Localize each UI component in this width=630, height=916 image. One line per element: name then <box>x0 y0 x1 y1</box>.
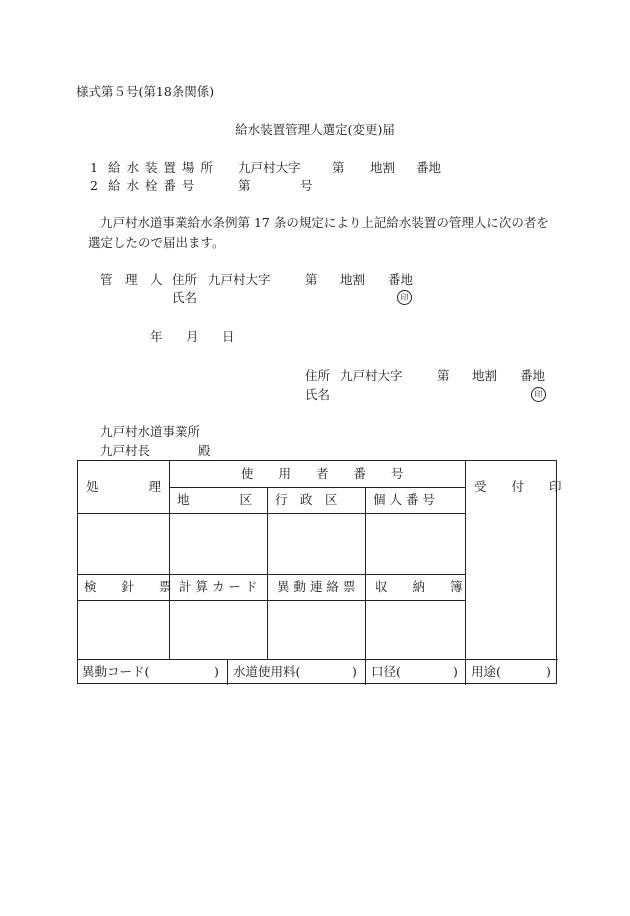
cell-kokei: 口径( <box>371 664 401 679</box>
table-line-h5 <box>78 659 558 660</box>
item-1-chiwari: 地割 <box>370 160 396 175</box>
item-1-banchi: 番地 <box>416 160 442 175</box>
table-line-h1 <box>169 487 465 488</box>
table-line-v1 <box>169 461 170 659</box>
item-1-number: 1 <box>90 160 98 175</box>
manager-name-label: 氏名 <box>172 290 198 305</box>
table-line-v2 <box>267 487 268 659</box>
cell-ido-code: 異動コード( <box>82 664 150 679</box>
applicant-address-label: 住所 <box>305 368 331 383</box>
table-line-v6 <box>365 659 366 685</box>
applicant-banchi: 番地 <box>520 368 546 383</box>
table-line-h4 <box>78 600 465 601</box>
cell-receipt-stamp: 受 付 印 <box>474 479 562 494</box>
cell-kenshin: 検 針 票 <box>84 579 172 594</box>
table-line-v4 <box>465 461 466 685</box>
cell-ido-code-close: ) <box>214 664 219 679</box>
date-year: 年 <box>150 329 163 344</box>
manager-dai: 第 <box>305 272 318 287</box>
applicant-chiwari: 地割 <box>472 368 498 383</box>
item-2-label: 給 水 栓 番 号 <box>108 178 196 193</box>
applicant-seal-icon <box>531 387 546 402</box>
body-text: 九戸村水道事業給水条例第 17 条の規定により上記給水装置の管理人に次の者を選定したので届出ます。 <box>88 215 549 250</box>
addressee-mayor: 九戸村長 <box>100 443 151 458</box>
date-month: 月 <box>186 329 199 344</box>
manager-address-value: 九戸村大字 <box>208 272 271 287</box>
manager-chiwari: 地割 <box>340 272 366 287</box>
table-line-h3 <box>78 574 465 575</box>
item-2-value: 第 <box>238 178 251 193</box>
manager-seal-icon <box>397 290 412 305</box>
applicant-name-label: 氏名 <box>305 387 331 402</box>
table-line-v3 <box>365 487 366 659</box>
processing-table <box>77 460 562 684</box>
page-title: 給水装置管理人選定(変更)届 <box>235 122 395 137</box>
manager-address-label: 住所 <box>172 272 198 287</box>
cell-gyoseiku: 行 政 区 <box>275 492 338 507</box>
cell-suido-ryokin-close: ) <box>352 664 357 679</box>
manager-banchi: 番地 <box>388 272 414 287</box>
cell-shori: 処 理 <box>86 479 162 494</box>
table-line-h2 <box>78 513 465 514</box>
table-line-v5 <box>227 659 228 685</box>
manager-role: 管 理 人 <box>100 272 163 287</box>
cell-kokei-close: ) <box>453 664 458 679</box>
item-2-number: 2 <box>90 178 98 193</box>
cell-kojin-bango: 個 人 番 号 <box>373 492 435 507</box>
cell-shuno: 収 納 簿 <box>375 579 463 594</box>
cell-yoto-close: ) <box>546 664 551 679</box>
item-1-dai: 第 <box>332 160 345 175</box>
item-1-label: 給 水 装 置 場 所 <box>108 160 214 175</box>
cell-yoto: 用途( <box>471 664 501 679</box>
cell-suido-ryokin: 水道使用料( <box>233 664 301 679</box>
cell-chiku: 地 区 <box>177 492 253 507</box>
applicant-dai: 第 <box>437 368 450 383</box>
addressee-office: 九戸村水道事業所 <box>100 424 201 439</box>
cell-ido-renraku: 異 動 連 絡 票 <box>277 579 356 594</box>
date-day: 日 <box>222 329 235 344</box>
applicant-seal-text: 印 <box>531 387 546 402</box>
item-2-go: 号 <box>300 178 313 193</box>
cell-keisan: 計 算 カ ー ド <box>179 579 258 594</box>
manager-seal-text: 印 <box>397 290 412 305</box>
addressee-honorific: 殿 <box>198 443 211 458</box>
cell-user-number: 使 用 者 番 号 <box>241 466 404 481</box>
applicant-address-value: 九戸村大字 <box>340 368 403 383</box>
item-1-value: 九戸村大字 <box>238 160 301 175</box>
form-number: 様式第５号(第18条関係) <box>76 84 215 99</box>
